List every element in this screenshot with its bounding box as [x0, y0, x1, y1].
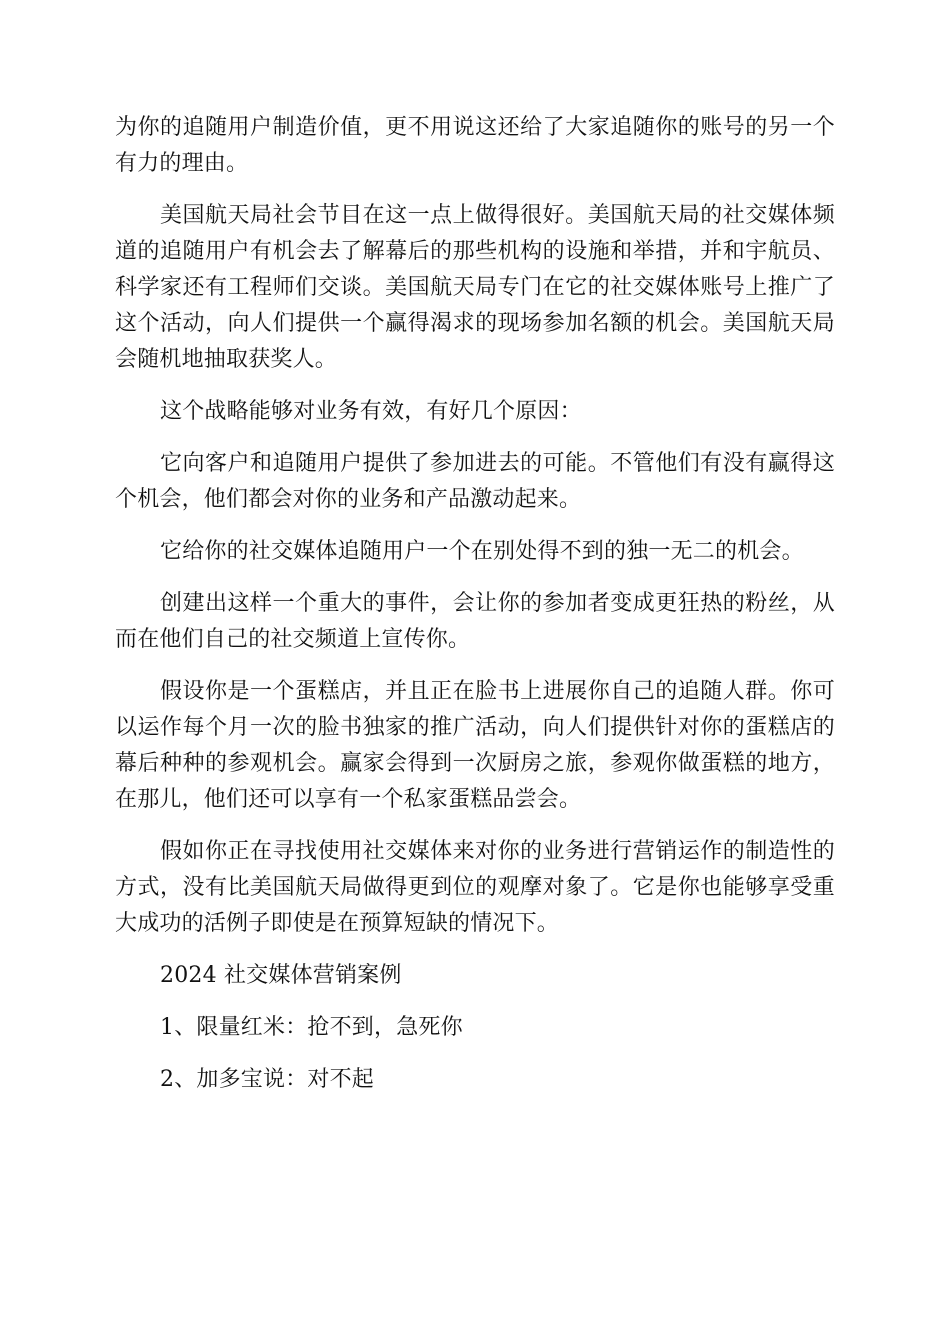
paragraph-7: 假设你是一个蛋糕店，并且正在脸书上进展你自己的追随人群。你可以运作每个月一次的脸书独家的推广活动，向人们提供针对你的蛋糕店的幕后种种的参观机会。赢家会得到一次厨房之旅，参观你做蛋糕的地方，在那儿，他们还可以享有一个私家蛋糕品尝会。 — [115, 679, 835, 812]
document-body — [115, 110, 835, 1114]
list-item-2: 2、加多宝说：对不起 — [160, 1067, 374, 1092]
paragraph-5: 它给你的社交媒体追随用户一个在别处得不到的独一无二的机会。 — [160, 539, 804, 564]
paragraph-3: 这个战略能够对业务有效，有好几个原因： — [160, 399, 582, 424]
paragraph-4: 它向客户和追随用户提供了参加进去的可能。不管他们有没有赢得这个机会，他们都会对你的业务和产品激动起来。 — [115, 451, 835, 512]
paragraph-2: 美国航天局社会节目在这一点上做得很好。美国航天局的社交媒体频道的追随用户有机会去了解幕后的那些机构的设施和举措，并和宇航员、科学家还有工程师们交谈。美国航天局专门在它的社交媒体账号上推广了这个活动，向人们提供一个赢得渴求的现场参加名额的机会。美国航天局会随机地抽取获奖人。 — [115, 203, 835, 372]
paragraph-8: 假如你正在寻找使用社交媒体来对你的业务进行营销运作的制造性的方式，没有比美国航天局做得更到位的观摩对象了。它是你也能够享受重大成功的活例子即使是在预算短缺的情况下。 — [115, 839, 835, 936]
list-item-1: 1、限量红米：抢不到，急死你 — [160, 1015, 463, 1040]
paragraph-6: 创建出这样一个重大的事件，会让你的参加者变成更狂热的粉丝，从而在他们自己的社交频道上宣传你。 — [115, 591, 835, 652]
paragraph-1: 为你的追随用户制造价值，更不用说这还给了大家追随你的账号的另一个有力的理由。 — [115, 115, 835, 176]
section-title: 2024 社交媒体营销案例 — [160, 963, 402, 988]
